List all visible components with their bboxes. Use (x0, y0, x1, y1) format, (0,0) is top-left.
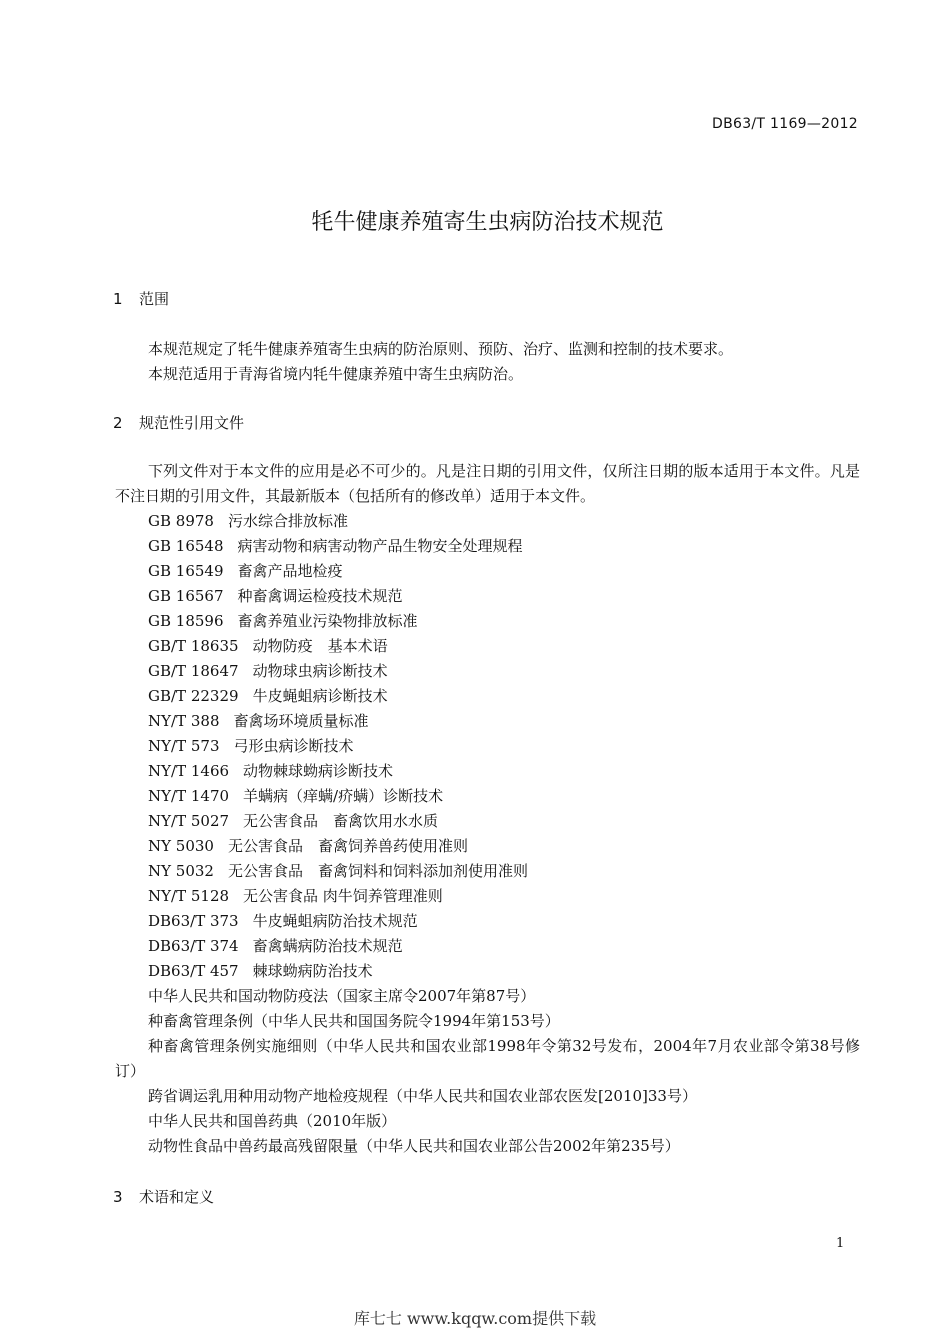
section-number: 3 (113, 1188, 123, 1206)
section-number: 1 (113, 290, 123, 308)
reference-code: NY 5032 (148, 862, 214, 880)
standard-code: DB63/T 1169—2012 (712, 116, 858, 132)
reference-item (148, 609, 560, 634)
reference-title: 牛皮蝇蛆病防治技术规范 (252, 912, 418, 930)
reference-item (148, 834, 560, 859)
section-heading-terms (113, 1186, 214, 1207)
reference-code: NY/T 388 (148, 712, 220, 730)
reference-code: NY/T 573 (148, 737, 220, 755)
reference-code: GB/T 18635 (148, 637, 239, 655)
reference-code: DB63/T 457 (148, 962, 239, 980)
reference-item (148, 784, 560, 809)
reference-item (148, 584, 560, 609)
reference-title: 牛皮蝇蛆病诊断技术 (252, 687, 388, 705)
section-title: 规范性引用文件 (139, 414, 245, 432)
section-title: 范围 (139, 290, 170, 308)
reference-code: NY/T 5027 (148, 812, 230, 830)
reference-title: 污水综合排放标准 (227, 512, 348, 530)
reference-title: 病害动物和病害动物产品生物安全处理规程 (237, 537, 523, 555)
reference-code: GB/T 18647 (148, 662, 239, 680)
section-title: 术语和定义 (139, 1188, 215, 1206)
section-heading-normative-references (113, 412, 244, 433)
document-title: 牦牛健康养殖寄生虫病防治技术规范 (311, 210, 664, 235)
reference-code: NY/T 1466 (148, 762, 230, 780)
reference-title: 棘球蚴病防治技术 (252, 962, 373, 980)
reference-code: GB 8978 (148, 512, 214, 530)
reference-list (148, 509, 560, 1034)
reference-code: GB/T 22329 (148, 687, 239, 705)
reference-item (148, 534, 560, 559)
regulation-item: 中华人民共和国兽药典（2010年版） (148, 1112, 397, 1130)
reference-title: 动物球虫病诊断技术 (252, 662, 388, 680)
reference-item (148, 759, 560, 784)
reference-code: GB 18596 (148, 612, 224, 630)
reference-code: NY/T 1470 (148, 787, 230, 805)
reference-item (148, 859, 560, 884)
reference-item (148, 559, 560, 584)
reference-title: 无公害食品 畜禽饮用水水质 (243, 812, 439, 830)
reference-title: 畜禽螨病防治技术规范 (252, 937, 403, 955)
reference-code: GB 16549 (148, 562, 224, 580)
reference-code: GB 16567 (148, 587, 224, 605)
reference-item (148, 809, 560, 834)
reference-title: 畜禽产品地检疫 (237, 562, 343, 580)
reference-item (148, 659, 560, 684)
reference-title: 种畜禽调运检疫技术规范 (237, 587, 403, 605)
reference-item (148, 634, 560, 659)
reference-code: NY/T 5128 (148, 887, 230, 905)
reference-item (148, 934, 560, 959)
page-number: 1 (836, 1236, 845, 1251)
scope-paragraph: 本规范适用于青海省境内牦牛健康养殖中寄生虫病防治。 (148, 365, 524, 383)
regulation-item: 跨省调运乳用种用动物产地检疫规程（中华人民共和国农业部农医发[2010]33号） (148, 1087, 697, 1105)
download-footer: 库七七 www.kqqw.com提供下载 (353, 1309, 597, 1328)
references-intro: 下列文件对于本文件的应用是必不可少的。凡是注日期的引用文件，仅所注日期的版本适用于本文件。凡是不注日期的引用文件，其最新版本（包括所有的修改单）适用于本文件。 (115, 462, 860, 505)
regulation-item-long: 种畜禽管理条例实施细则（中华人民共和国农业部1998年令第32号发布，2004年7月农业部令第38号修订） (115, 1037, 860, 1080)
reference-code: GB 16548 (148, 537, 224, 555)
reference-title: 无公害食品 畜禽饲养兽药使用准则 (227, 837, 468, 855)
reference-item (148, 509, 560, 534)
scope-paragraph: 本规范规定了牦牛健康养殖寄生虫病的防治原则、预防、治疗、监测和控制的技术要求。 (148, 340, 734, 358)
reference-title: 动物棘球蚴病诊断技术 (243, 762, 394, 780)
reference-code: DB63/T 374 (148, 937, 239, 955)
reference-title: 无公害食品 畜禽饲料和饲料添加剂使用准则 (227, 862, 528, 880)
regulation-item: 种畜禽管理条例（中华人民共和国国务院令1994年第153号） (148, 1012, 560, 1030)
reference-item (148, 684, 560, 709)
reference-title: 弓形虫病诊断技术 (233, 737, 354, 755)
reference-item (148, 909, 560, 934)
reference-title: 无公害食品 肉牛饲养管理准则 (243, 887, 443, 905)
reference-item (148, 959, 560, 984)
reference-item (148, 884, 560, 909)
reference-title: 羊螨病（痒螨/疥螨）诊断技术 (243, 787, 444, 805)
reference-code: DB63/T 373 (148, 912, 239, 930)
reference-title: 畜禽养殖业污染物排放标准 (237, 612, 418, 630)
reference-item (148, 734, 560, 759)
regulation-item: 中华人民共和国动物防疫法（国家主席令2007年第87号） (148, 987, 536, 1005)
reference-title: 畜禽场环境质量标准 (233, 712, 369, 730)
section-number: 2 (113, 414, 123, 432)
reference-item (148, 709, 560, 734)
reference-code: NY 5030 (148, 837, 214, 855)
regulation-item: 动物性食品中兽药最高残留限量（中华人民共和国农业部公告2002年第235号） (148, 1137, 680, 1155)
section-heading-scope (113, 288, 169, 309)
reference-title: 动物防疫 基本术语 (252, 637, 388, 655)
